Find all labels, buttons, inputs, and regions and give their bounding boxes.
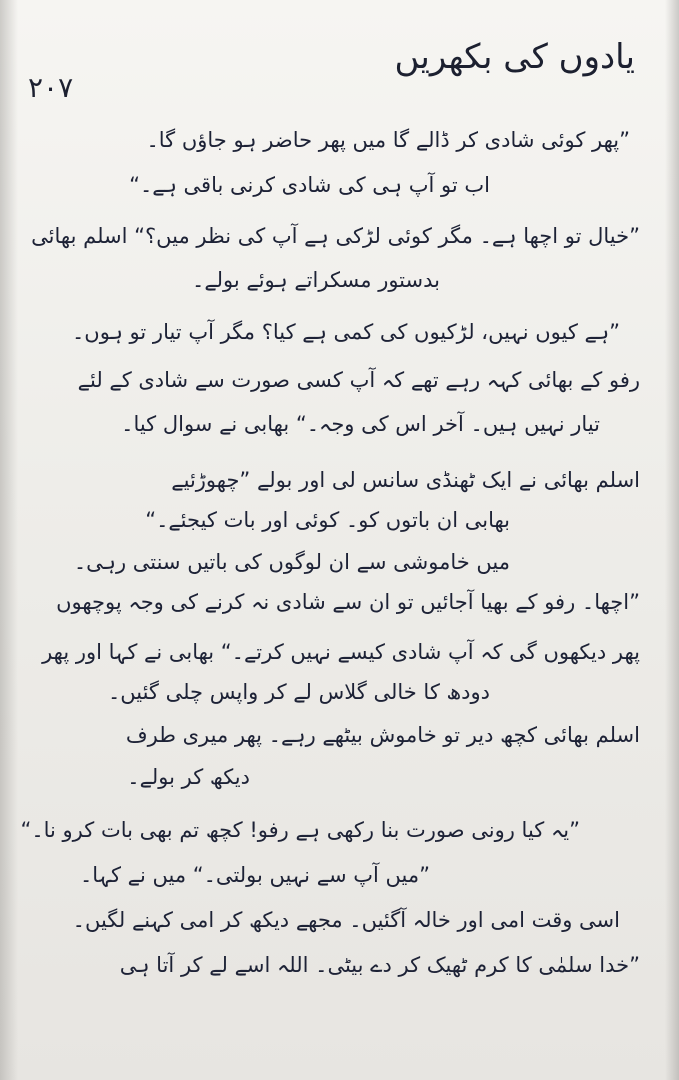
text-line: اب تو آپ ہی کی شادی کرنی باقی ہے۔“: [129, 173, 490, 197]
text-line: دیکھ کر بولے۔: [127, 765, 250, 789]
page-edge-shadow-left: [0, 0, 18, 1080]
text-line: ”میں آپ سے نہیں بولتی۔“ میں نے کہا۔: [80, 863, 430, 887]
text-line: اسلم بھائی کچھ دیر تو خاموش بیٹھے رہے۔ پھر میری طرف: [125, 723, 640, 747]
text-line: ”ہے کیوں نہیں، لڑکیوں کی کمی ہے کیا؟ مگر آپ تیار تو ہوں۔: [72, 320, 620, 344]
text-line: بھابی ان باتوں کو۔ کوئی اور بات کیجئے۔“: [145, 508, 510, 532]
text-line: میں خاموشی سے ان لوگوں کی باتیں سنتی رہی۔: [73, 550, 510, 574]
text-line: اسی وقت امی اور خالہ آگئیں۔ مجھے دیکھ کر امی کہنے لگیں۔: [72, 908, 620, 932]
text-line: تیار نہیں ہیں۔ آخر اس کی وجہ۔“ بھابی نے سوال کیا۔: [121, 412, 600, 436]
text-line: ”اچھا۔ رفو کے بھیا آجائیں تو ان سے شادی نہ کرنے کی وجہ پوچھوں: [56, 590, 640, 614]
text-line: پھر دیکھوں گی کہ آپ شادی کیسے نہیں کرتے۔“ بھابی نے کہا اور پھر: [42, 640, 640, 664]
text-line: دودھ کا خالی گلاس لے کر واپس چلی گئیں۔: [107, 680, 490, 704]
text-line: رفو کے بھائی کہہ رہے تھے کہ آپ کسی صورت سے شادی کے لئے: [77, 368, 640, 392]
text-line: ”یہ کیا رونی صورت بنا رکھی ہے رفو! کچھ تم بھی بات کرو نا۔“: [20, 818, 580, 842]
running-header-title: یادوں کی بکھریں: [394, 37, 635, 77]
page-edge-shadow-right: [665, 0, 679, 1080]
text-line: ”خدا سلمٰی کا کرم ٹھیک کر دے بیٹی۔ اللہ اسے لے کر آتا ہی: [119, 953, 640, 977]
text-line: اسلم بھائی نے ایک ٹھنڈی سانس لی اور بولے ”چھوڑئیے: [171, 468, 640, 492]
text-line: بدستور مسکراتے ہوئے بولے۔: [192, 268, 440, 292]
text-line: ”پھر کوئی شادی کر ڈالے گا میں پھر حاضر ہو جاؤں گا۔: [146, 128, 630, 152]
text-line: ”خیال تو اچھا ہے۔ مگر کوئی لڑکی ہے آپ کی نظر میں؟“ اسلم بھائی: [31, 224, 640, 248]
page-number: ۲۰۷: [28, 71, 74, 104]
